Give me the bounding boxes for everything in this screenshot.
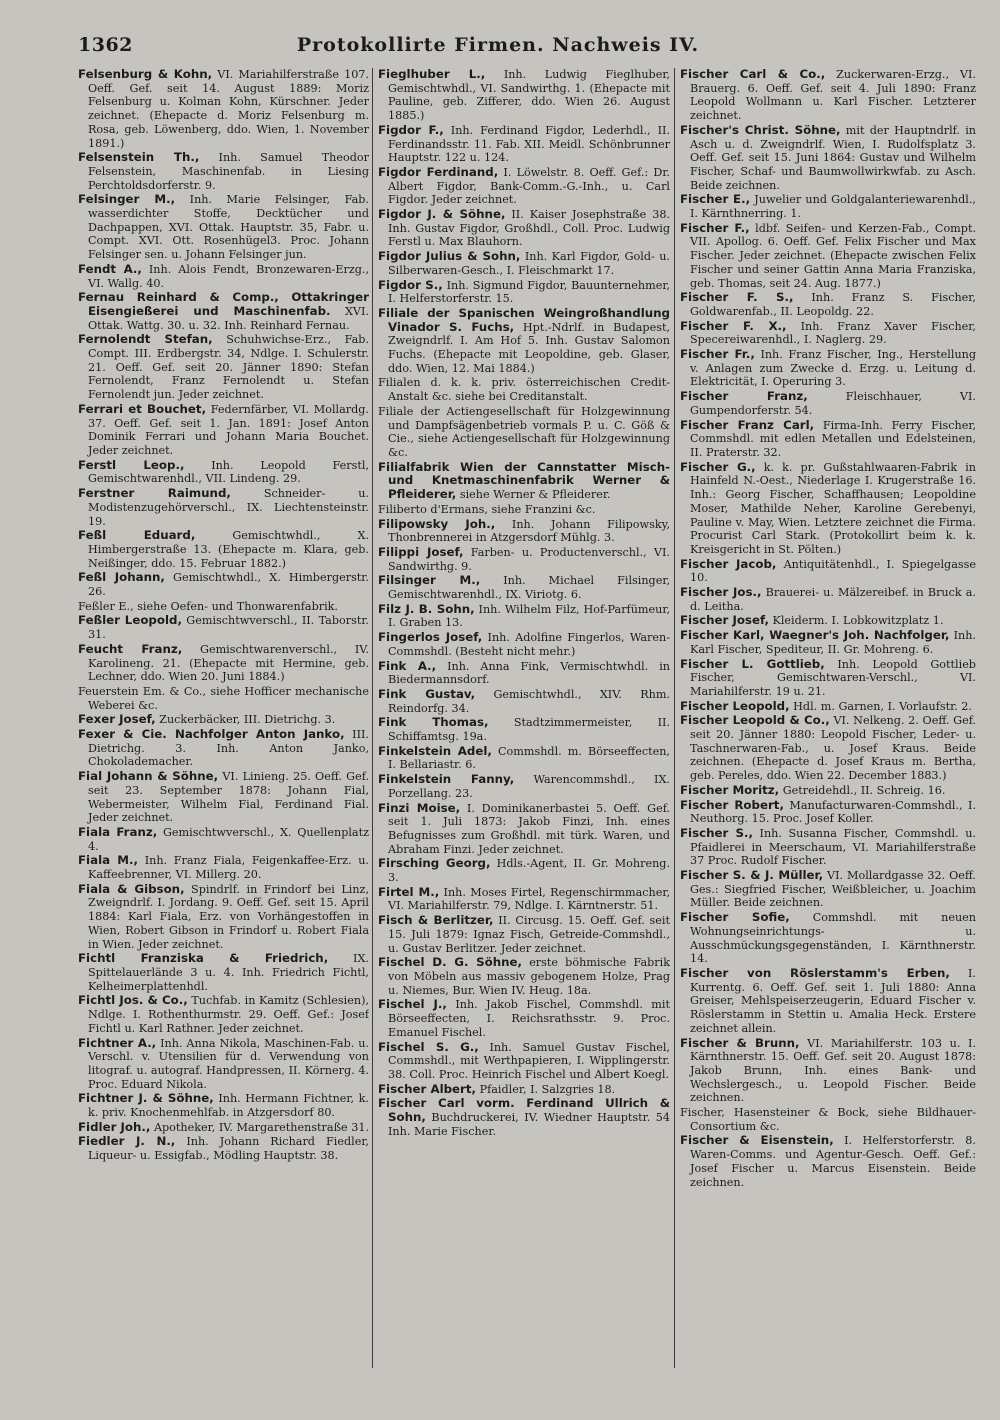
entry-text: II. Circusg. 15. Oeff. Gef. seit 15. Juli 1879: Ignaz Fisch, Getreide-Commshdl., u. Gustav Berlitzer. Jeder zeichnet. <box>388 914 670 955</box>
page-header <box>78 34 918 64</box>
directory-entry <box>78 952 369 993</box>
entry-text: Inh. Franz Fischer, Ing., Herstellung v. Anlagen zum Zwecke d. Erzg. u. Leitung d. Elektricität, I. Operuring 3. <box>690 348 976 389</box>
directory-entry <box>78 291 369 332</box>
entry-text: II. Kaiser Josephstraße 38. Inh. Gustav Figdor, Großhdl., Coll. Proc. Ludwig Ferstl u. Max Blauhorn. <box>388 208 670 249</box>
directory-entry <box>378 603 670 630</box>
directory-entry <box>78 263 369 290</box>
entry-text: Inh. Leopold Ferstl, Gemischtwarenhdl., VII. Lindeng. 29. <box>88 458 369 486</box>
directory-entry <box>78 1092 369 1119</box>
firm-name: Figdor F., <box>378 122 444 137</box>
running-title: Protokollirte Firmen. Nachweis IV. <box>296 34 700 56</box>
firm-name: Ferstl Leop., <box>78 457 185 472</box>
entry-text: Brauerei- u. Mälzereibef. in Bruck a. d. Leitha. <box>690 586 976 613</box>
firm-name: Fischer L. Gottlieb, <box>680 656 825 671</box>
entry-text: Getreidehdl., II. Schreig. 16. <box>782 783 946 797</box>
directory-entry <box>378 688 670 715</box>
directory-entry <box>680 967 976 1036</box>
directory-entry <box>78 854 369 881</box>
entry-text: Farben- u. Productenverschl., VI. Sandwirthg. 9. <box>388 545 670 573</box>
firm-name: Fischer Carl & Co., <box>680 68 826 81</box>
directory-entry <box>680 799 976 826</box>
directory-entry <box>378 716 670 743</box>
firm-name: Fink A., <box>378 658 437 673</box>
entry-text: Zuckerbäcker, III. Dietrichg. 3. <box>159 713 336 727</box>
firm-name: Feucht Franz, <box>78 641 183 656</box>
entry-text: Gemischtwhdl., XIV. Rhm. Reindorfg. 34. <box>388 687 670 715</box>
directory-entry <box>680 869 976 910</box>
firm-name: Fischer Sofie, <box>680 910 790 925</box>
firm-name: Fischer Jacob, <box>680 556 777 571</box>
directory-entry <box>680 629 976 656</box>
entry-text: Inh. Wilhelm Filz, Hof-Parfümeur, I. Graben 13. <box>388 602 670 630</box>
directory-entry <box>378 166 670 207</box>
column-1 <box>78 68 369 1368</box>
directory-entry <box>78 600 369 614</box>
directory-entry <box>378 886 670 913</box>
directory-entry <box>78 614 369 641</box>
firm-name: Fichtner J. & Söhne, <box>78 1091 214 1106</box>
firm-name: Fischer S., <box>680 825 753 840</box>
entry-text: Inh. Susanna Fischer, Commshdl. u. Pfaidlerei in Meerschaum, VI. Mariahilferstraße 37 Proc. Rudolf Fischer. <box>690 826 976 868</box>
entry-text: Filiberto d'Ermans, siehe Franzini &c. <box>378 502 596 516</box>
directory-entry <box>78 826 369 853</box>
entry-text: ldbf. Seifen- und Kerzen-Fab., Compt. VII. Apollog. 6. Oeff. Gef. Felix Fischer und Max Fischer. Jeder zeichnet. (Ehepacte zwischen Felix Fischer und seiner Gattin Anna Maria Franziska, geb. Thomas, seit 24. Aug. 1877.) <box>690 221 976 290</box>
firm-name: Filipowsky Joh., <box>378 516 496 531</box>
directory-entry <box>78 1037 369 1092</box>
entry-text: XVI. Ottak. Wattg. 30. u. 32. Inh. Reinhard Fernau. <box>88 304 369 332</box>
firm-name: Fischer Leopold, <box>680 698 790 713</box>
firm-name: Fichtner A., <box>78 1035 157 1050</box>
firm-name: Fischer Moritz, <box>680 782 780 797</box>
firm-name: Finkelstein Adel, <box>378 743 492 758</box>
firm-name: Filippi Josef, <box>378 544 464 559</box>
entry-text: Inh. Moses Firtel, Regenschirmmacher, VI. Mariahilferstr. 79, Ndlge. I. Kärntnerstr. 51. <box>388 885 670 913</box>
firm-name: Fernolendt Stefan, <box>78 332 213 347</box>
firm-name: Fischer Carl vorm. Ferdinand Ullrich & Sohn, <box>378 1096 670 1125</box>
directory-entry <box>378 461 670 502</box>
firm-name: Fischer Jos., <box>680 585 762 600</box>
entry-text: Fleischhauer, VI. Gumpendorferstr. 54. <box>690 390 976 417</box>
firm-name: Fischer Franz Carl, <box>680 417 815 432</box>
entry-text: Inh. Franz Xaver Fischer, Specereiwarenhdl., I. Naglerg. 29. <box>690 319 976 347</box>
entry-text: Filiale der Actiengesellschaft für Holzgewinnung und Dampfsägenbetrieb vormals P. u. C. Göß & Cie., siehe Actiengesellschaft für Holzgewinnung &c. <box>378 404 670 459</box>
firm-name: Fischer F., <box>680 220 750 235</box>
firm-name: Fischer Leopold & Co., <box>680 713 830 728</box>
firm-name: Filialfabrik Wien der Cannstatter Misch- und Knetmaschinenfabrik Werner & Pfleiderer, <box>378 459 670 502</box>
directory-entry <box>78 193 369 262</box>
directory-entry <box>680 911 976 966</box>
page-number: 1362 <box>78 34 133 56</box>
firm-name: Fischer Fr., <box>680 347 755 362</box>
directory-entry <box>78 1135 369 1162</box>
entry-text: Spindrlf. in Frindorf bei Linz, Zweigndrlf. I. Jordang. 9. Oeff. Gef. seit 15. April 1884: Karl Fiala, Erz. von Vorhängestoffen in Wien, Robert Gibson in Frindorf u. Robert Fiala in Wien. Jeder zeichnet. <box>88 882 369 951</box>
firm-name: Felsinger M., <box>78 192 176 207</box>
firm-name: Fischer Albert, <box>378 1081 476 1096</box>
firm-name: Finzi Moise, <box>378 800 461 815</box>
entry-text: I. Helferstorferstr. 8. Waren-Comms. und Agentur-Gesch. Oeff. Gef.: Josef Fischer u. Marcus Eisenstein. Beide zeichnen. <box>690 1134 976 1189</box>
firm-name: Fischer's Christ. Söhne, <box>680 122 841 137</box>
entry-text: Inh. Marie Felsinger, Fab. wasserdichter Stoffe, Decktücher und Dachpappen, XVI. Ottak. Hauptstr. 35, Fabr. u. Compt. XVI. Ott. Rosenhügel3. Proc. Johann Felsinger sen. u. Johann Felsinger jun. <box>88 193 369 262</box>
firm-name: Feßler Leopold, <box>78 613 182 628</box>
firm-name: Fieglhuber L., <box>378 68 486 81</box>
entry-text: Antiquitätenhdl., I. Spiegelgasse 10. <box>690 557 976 585</box>
directory-entry <box>378 376 670 403</box>
entry-text: Hpt.-Ndrlf. in Budapest, Zweigndrlf. I. Am Hof 5. Inh. Gustav Salomon Fuchs. (Ehepacte mit Leopoldine, geb. Glaser, ddo. Wien, 12. Mai 1884.) <box>388 320 670 375</box>
entry-text: Inh. Alois Fendt, Bronzewaren-Erzg., VI. Wallg. 40. <box>88 262 369 290</box>
directory-entry <box>378 250 670 277</box>
directory-entry <box>680 614 976 628</box>
firm-name: Figdor S., <box>378 277 443 292</box>
directory-entry <box>378 660 670 687</box>
directory-entry <box>680 827 976 868</box>
firm-name: Fendt A., <box>78 261 142 276</box>
directory-entry <box>378 405 670 460</box>
entry-text: Inh. Samuel Gustav Fischel, Commshdl., mit Werthpapieren, I. Wipplingerstr. 38. Coll. Proc. Heinrich Fischel und Albert Koegl. <box>388 1040 670 1081</box>
column-divider <box>372 68 373 1368</box>
directory-entry <box>78 1121 369 1135</box>
directory-entry <box>378 914 670 955</box>
entry-text: Feßler E., siehe Oefen- und Thonwarenfabrik. <box>78 599 338 613</box>
entry-text: Gemischtwhdl., X. Himbergerstraße 13. (Ehepacte m. Klara, geb. Neißinger, ddo. 15. Februar 1882.) <box>88 529 369 570</box>
entry-text: Stadtzimmermeister, II. Schiffamtsg. 19a. <box>388 716 670 744</box>
firm-name: Ferstner Raimund, <box>78 486 231 501</box>
firm-name: Fiedler J. N., <box>78 1134 176 1149</box>
directory-entry <box>680 1037 976 1106</box>
firm-name: Fidler Joh., <box>78 1119 151 1134</box>
firm-name: Fiala & Gibson, <box>78 881 185 896</box>
entry-text: Firma-Inh. Ferry Fischer, Commshdl. mit edlen Metallen und Edelsteinen, II. Praterstr. 32. <box>690 418 976 459</box>
directory-entry <box>680 390 976 417</box>
entry-text: I. Dominikanerbastei 5. Oeff. Gef. seit 1. Juli 1873: Jakob Finzi, Inh. eines Befugnisses zum Großhdl. mit türk. Waren, und Abraham Finzi. Jeder zeichnet. <box>388 801 670 856</box>
firm-name: Firsching Georg, <box>378 856 491 871</box>
entry-text: Inh. Jakob Fischel, Commshdl. mit Börseeffecten, I. Reichsrathsstr. 9. Proc. Emanuel Fischel. <box>388 998 670 1039</box>
firm-name: Fischel D. G. Söhne, <box>378 955 523 970</box>
firm-name: Fischer & Brunn, <box>680 1035 800 1050</box>
entry-text: Inh. Anna Fink, Vermischtwhdl. in Biedermannsdorf. <box>388 659 670 687</box>
entry-text: Inh. Adolfine Fingerlos, Waren-Commshdl. (Besteht nicht mehr.) <box>388 631 670 658</box>
entry-text: Filialen d. k. k. priv. österreichischen Credit-Anstalt &c. siehe bei Creditanstalt. <box>378 376 670 404</box>
firm-name: Finkelstein Fanny, <box>378 772 515 787</box>
column-2 <box>378 68 670 1368</box>
directory-entry <box>78 883 369 952</box>
entry-text: Zuckerwaren-Erzg., VI. Brauerg. 6. Oeff. Gef. seit 4. Juli 1890: Franz Leopold Wollmann u. Karl Fischer. Letzterer zeichnet. <box>690 68 976 123</box>
directory-entry <box>378 546 670 573</box>
entry-text: Pfaidler, I. Salzgries 18. <box>479 1082 616 1096</box>
directory-entry <box>680 700 976 714</box>
directory-entry <box>378 124 670 165</box>
entry-text: VI. Mariahilferstr. 103 u. I. Kärnthnerstr. 15. Oeff. Gef. seit 20. August 1878: Jakob Brunn, Inh. eines Bank- und Wechslergesch., u. Leopold Fischer. Beide zeichnen. <box>690 1036 976 1105</box>
entry-text: Hdl. m. Garnen, I. Vorlaufstr. 2. <box>793 699 972 713</box>
entry-text: VI. Mariahilferstraße 107. Oeff. Gef. seit 14. August 1889: Moriz Felsenburg u. Kolman Kohn, Kürschner. Jeder zeichnet. (Ehepacte d. Moriz Felsenburg m. Rosa, geb. Löwenberg, ddo. Wien, 1. November 1891.) <box>88 68 369 150</box>
directory-entry <box>78 770 369 825</box>
entry-text: Warencommshdl., IX. Porzellang. 23. <box>388 773 670 800</box>
firm-name: Filsinger M., <box>378 573 481 588</box>
entry-text: Juwelier und Goldgalanteriewarenhdl., I. Kärnthnerring. 1. <box>690 193 976 221</box>
entry-text: Inh. Ferdinand Figdor, Lederhdl., II. Ferdinandsstr. 11. Fab. XII. Meidl. Schönbrunner Hauptstr. 122 u. 124. <box>388 123 670 165</box>
directory-entry <box>78 643 369 684</box>
directory-entry <box>78 151 369 192</box>
entry-text: Manufacturwaren-Commshdl., I. Neuthorg. 15. Proc. Josef Koller. <box>690 798 976 826</box>
entry-text: Inh. Karl Figdor, Gold- u. Silberwaren-Gesch., I. Fleischmarkt 17. <box>388 250 670 277</box>
firm-name: Feßl Eduard, <box>78 528 196 543</box>
directory-entry <box>680 419 976 460</box>
directory-entry <box>378 773 670 800</box>
entry-text: Inh. Sigmund Figdor, Bauunternehmer, I. Helferstorferstr. 15. <box>388 278 670 306</box>
directory-entry <box>78 459 369 486</box>
entry-text: VI. Mollardgasse 32. Oeff. Ges.: Siegfried Fischer, Weißbleicher, u. Joachim Müller. Beide zeichnen. <box>690 869 976 910</box>
firm-name: Fiala Franz, <box>78 824 158 839</box>
entry-text: Inh. Leopold Gottlieb Fischer, Gemischtwaren-Verschl., VI. Mariahilferstr. 19 u. 21. <box>690 657 976 698</box>
firm-name: Feßl Johann, <box>78 570 165 585</box>
entry-text: Inh. Franz S. Fischer, Goldwarenfab., II. Leopoldg. 22. <box>690 291 976 318</box>
directory-entry <box>680 558 976 585</box>
firm-name: Figdor J. & Söhne, <box>378 207 506 222</box>
entry-text: Gemischtwarenverschl., IV. Karolineng. 21. (Ehepacte mit Hermine, geb. Lechner, ddo. Wien 20. Juni 1884.) <box>88 642 369 684</box>
directory-entry <box>78 68 369 150</box>
firm-name: Fischel J., <box>378 997 447 1012</box>
directory-entry <box>378 208 670 249</box>
directory-entry <box>680 1106 976 1133</box>
directory-entry <box>680 291 976 318</box>
directory-entry <box>680 658 976 699</box>
entry-text: Kleiderm. I. Lobkowitzplatz 1. <box>772 614 944 628</box>
entry-text: Commshdl. mit neuen Wohnungseinrichtungs- u. Ausschmückungsgegenständen, I. Kärnthnerstr. 14. <box>690 911 976 966</box>
directory-entry <box>680 124 976 193</box>
directory-entry <box>378 574 670 601</box>
entry-text: Inh. Anna Nikola, Maschinen-Fab. u. Verschl. v. Utensilien für d. Verwendung von litograf. u. autograf. Handpressen, II. Körnerg. 4. Proc. Eduard Nikola. <box>88 1036 369 1091</box>
firm-name: Fischer E., <box>680 192 751 207</box>
firm-name: Fink Thomas, <box>378 715 489 730</box>
entry-text: Feuerstein Em. & Co., siehe Hofficer mechanische Weberei &c. <box>78 684 369 712</box>
directory-entry <box>378 518 670 545</box>
entry-text: IX. Spittelauerlände 3 u. 4. Inh. Friedrich Fichtl, Kelheimerplattenhdl. <box>88 952 369 993</box>
directory-entry <box>378 857 670 884</box>
directory-entry <box>680 461 976 557</box>
column-divider <box>674 68 675 1368</box>
directory-entry <box>78 487 369 528</box>
entry-text: Federnfärber, VI. Mollardg. 37. Oeff. Gef. seit 1. Jan. 1891: Josef Anton Dominik Ferrari und Johann Maria Bouchet. Jeder zeichnet. <box>88 402 369 457</box>
firm-name: Fexer Josef, <box>78 712 156 727</box>
entry-text: erste böhmische Fabrik von Möbeln aus massiv gebogenem Holze, Prag u. Niemes, Bur. Wien IV. Heug. 18a. <box>388 956 670 997</box>
firm-name: Fischer Robert, <box>680 797 784 812</box>
directory-entry <box>378 503 670 517</box>
entry-text: Inh. Michael Filsinger, Gemischtwarenhdl., IX. Viriotg. 6. <box>388 574 670 602</box>
entry-text: Schuhwichse-Erz., Fab. Compt. III. Erdbergstr. 34, Ndlge. I. Schulerstr. 21. Oeff. Gef. seit 20. Jänner 1890: Stefan Fernolendt, Franz Fernolendt u. Stefan Fernolendt jun. Jeder zeichnet. <box>88 333 369 402</box>
directory-entry <box>680 714 976 783</box>
directory-entry <box>378 956 670 997</box>
entry-text: siehe Werner & Pfleiderer. <box>459 488 611 502</box>
directory-entry <box>378 631 670 658</box>
firm-name: Fischer Josef, <box>680 613 769 628</box>
entry-text: Inh. Karl Fischer, Spediteur, II. Gr. Mohreng. 6. <box>690 629 976 656</box>
entry-text: III. Dietrichg. 3. Inh. Anton Janko, Chokolademacher. <box>88 728 369 769</box>
directory-entry <box>378 279 670 306</box>
directory-entry <box>378 1083 670 1097</box>
directory-entry <box>680 586 976 613</box>
directory-entry <box>78 403 369 458</box>
entry-text: Commshdl. m. Börseeffecten, I. Bellariastr. 6. <box>388 744 670 772</box>
entry-text: Hdls.-Agent, II. Gr. Mohreng. 3. <box>388 857 670 885</box>
directory-entry <box>78 728 369 769</box>
entry-text: I. Löwelstr. 8. Oeff. Gef.: Dr. Albert Figdor, Bank-Comm.-G.-Inh., u. Carl Figdor. Jeder zeichnet. <box>388 165 670 207</box>
firm-name: Fischer S. & J. Müller, <box>680 868 824 883</box>
firm-name: Filiale der Spanischen Weingroßhandlung Vinador S. Fuchs, <box>378 305 670 334</box>
directory-entry <box>78 713 369 727</box>
entry-text: Apotheker, IV. Margarethenstraße 31. <box>153 1120 369 1134</box>
firm-name: Filz J. B. Sohn, <box>378 601 475 616</box>
firm-name: Fial Johann & Söhne, <box>78 769 219 784</box>
directory-entry <box>378 1041 670 1082</box>
directory-entry <box>680 1134 976 1189</box>
entry-text: Buchdruckerei, IV. Wiedner Hauptstr. 54 Inh. Marie Fischer. <box>388 1111 670 1138</box>
directory-entry <box>78 994 369 1035</box>
directory-entry <box>378 998 670 1039</box>
firm-name: Fichtl Jos. & Co., <box>78 993 188 1008</box>
directory-entry <box>78 685 369 712</box>
directory-entry <box>680 222 976 291</box>
firm-name: Felsenburg & Kohn, <box>78 68 213 81</box>
entry-text: Inh. Ludwig Fieglhuber, Gemischtwhdl., VI. Sandwirthg. 1. (Ehepacte mit Pauline, geb. Zifferer, ddo. Wien 26. August 1885.) <box>388 68 670 123</box>
entry-text: Gemischtwverschl., II. Taborstr. 31. <box>88 614 369 642</box>
entry-text: mit der Hauptndrlf. in Asch u. d. Zweigndrlf. Wien, I. Rudolfsplatz 3. Oeff. Gef. seit 15. Juni 1864: Gustav und Wilhelm Fischer, Schaf- und Baumwollwirkwfab. zu Asch. Beide zeichnen. <box>690 123 976 192</box>
entry-text: Fischer, Hasensteiner & Bock, siehe Bildhauer-Consortium &c. <box>680 1106 976 1133</box>
entry-text: Gemischtwhdl., X. Himbergerstr. 26. <box>88 571 369 599</box>
firm-name: Firtel M., <box>378 884 440 899</box>
directory-entry <box>680 784 976 798</box>
entry-text: VI. Nelkeng. 2. Oeff. Gef. seit 20. Jänner 1880: Leopold Fischer, Leder- u. Taschnerwaren-Fab., u. Josef Kraus. Beide zeichnen. (Ehepacte d. Josef Kraus m. Bertha, geb. Pereles, ddo. Wien 22. December 1883.) <box>690 714 976 783</box>
entry-text: Inh. Samuel Theodor Felsenstein, Maschinenfab. in Liesing Perchtoldsdorferstr. 9. <box>88 151 369 192</box>
firm-name: Fisch & Berlitzer, <box>378 913 494 928</box>
firm-name: Ferrari et Bouchet, <box>78 401 207 416</box>
entry-text: Inh. Franz Fiala, Feigenkaffee-Erz. u. Kaffeebrenner, VI. Millerg. 20. <box>88 854 369 882</box>
directory-entry <box>78 333 369 402</box>
directory-entry <box>378 745 670 772</box>
entry-text: Inh. Johann Filipowsky, Thonbrennerei in Atzgersdorf Mühlg. 3. <box>388 517 670 545</box>
firm-name: Fexer & Cie. Nachfolger Anton Janko, <box>78 727 345 742</box>
firm-name: Fischel S. G., <box>378 1039 479 1054</box>
directory-entry <box>78 571 369 598</box>
column-3 <box>680 68 976 1368</box>
entry-text: Tuchfab. in Kamitz (Schlesien), Ndlge. I. Rothenthurmstr. 29. Oeff. Gef.: Josef Fichtl u. Karl Rathner. Jeder zeichnet. <box>88 994 369 1035</box>
firm-name: Figdor Ferdinand, <box>378 164 499 179</box>
firm-name: Fischer G., <box>680 459 756 474</box>
directory-entry <box>680 320 976 347</box>
directory-entry <box>680 193 976 220</box>
entry-text: Schneider- u. Modistenzugehörverschl., IX. Liechtensteinstr. 19. <box>88 487 369 528</box>
directory-entry <box>680 348 976 389</box>
firm-name: Fichtl Franziska & Friedrich, <box>78 951 329 966</box>
firm-name: Fischer von Röslerstamm's Erben, <box>680 966 950 980</box>
directory-entry <box>378 802 670 857</box>
firm-name: Fischer Franz, <box>680 389 808 404</box>
firm-name: Figdor Julius & Sohn, <box>378 249 521 264</box>
directory-entry <box>378 307 670 376</box>
firm-name: Fischer Karl, Waegner's Joh. Nachfolger, <box>680 628 950 643</box>
firm-name: Fischer F. S., <box>680 290 794 305</box>
entry-text: I. Kurrentg. 6. Oeff. Gef. seit 1. Juli 1880: Anna Greiser, Mehlspeiserzeugerin, Eduard Fischer v. Röslerstamm in Stettin u. Amalia Heck. Erstere zeichnet allein. <box>690 967 976 1035</box>
directory-entry <box>78 529 369 570</box>
firm-name: Fiala M., <box>78 853 139 868</box>
entry-text: Inh. Johann Richard Fiedler, Liqueur- u. Essigfab., Mödling Hauptstr. 38. <box>88 1135 369 1163</box>
directory-entry <box>378 68 670 123</box>
firm-name: Fischer & Eisenstein, <box>680 1133 834 1148</box>
directory-entry <box>378 1097 670 1138</box>
firm-name: Fingerlos Josef, <box>378 630 483 645</box>
firm-name: Fink Gustav, <box>378 686 476 701</box>
entry-text: Inh. Hermann Fichtner, k. k. priv. Knochenmehlfab. in Atzgersdorf 80. <box>88 1092 369 1120</box>
firm-name: Fernau Reinhard & Comp., Ottakringer Eisengießerei und Maschinenfab. <box>78 290 369 318</box>
entry-text: k. k. pr. Gußstahlwaaren-Fabrik in Hainfeld N.-Oest., Niederlage I. Krugerstraße 16. Inh.: Georg Fischer, Schaffhausen; Leopoldine Moser, Mathilde Neher, Karoline Gerebenyi, Pauline v. May, Wien. Letztere zeichnet die Firma. Procurist Carl Stark. (Protokollirt beim k. k. Kreisgericht in St. Pölten.) <box>690 460 976 556</box>
entry-text: VI. Linieng. 25. Oeff. Gef. seit 23. September 1878: Johann Fial, Webermeister, Wilhelm Fial, Ferdinand Fial. Jeder zeichnet. <box>88 770 369 825</box>
firm-name: Fischer F. X., <box>680 318 787 333</box>
directory-entry <box>680 68 976 123</box>
entry-text: Gemischtwverschl., X. Quellenplatz 4. <box>88 825 369 853</box>
firm-name: Felsenstein Th., <box>78 150 200 165</box>
